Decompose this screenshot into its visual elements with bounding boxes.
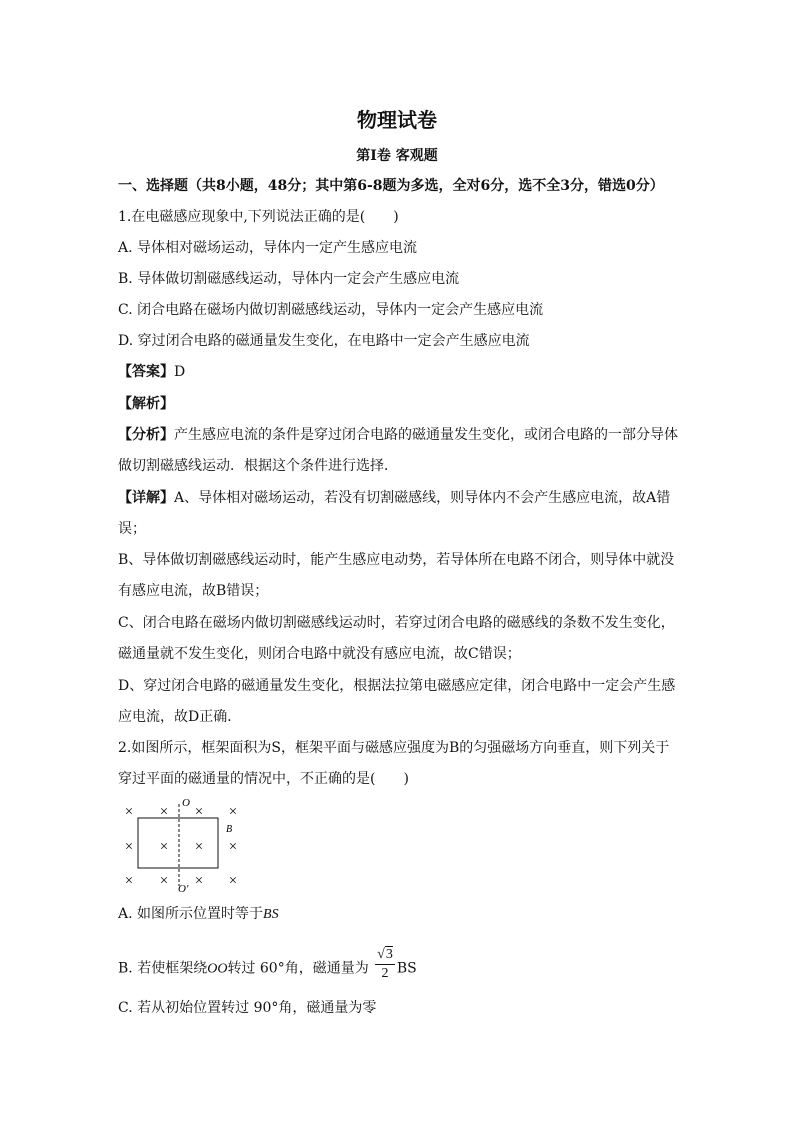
xiangjie-line-2: 误； (118, 521, 146, 537)
q2-option-b-axis: OO (207, 961, 228, 977)
q2-option-b-pre: B. 若使框架绕 (118, 960, 208, 977)
q2-option-c: C. 若从初始位置转过 90°角，磁通量为零 (118, 1000, 377, 1016)
field-cross: × (159, 839, 169, 855)
page-title: 物理试卷 (357, 108, 437, 132)
magnetic-field-figure (116, 794, 246, 894)
q1-option-d: D. 穿过闭合电路的磁通量发生变化，在电路中一定会产生感应电流 (118, 333, 530, 349)
q2-option-a-text: A. 如图所示位置时等于 (118, 906, 264, 922)
fraction-denominator: 2 (381, 966, 389, 981)
d-explain-2: 应电流，故D正确． (118, 709, 242, 725)
q1-option-a: A. 导体相对磁场运动，导体内一定产生感应电流 (118, 240, 418, 256)
section-heading: 一、选择题（共8小题，48分；其中第6-8题为多选，全对6分，选不全3分，错选0分） (118, 178, 664, 194)
c-explain-2: 磁通量就不发生变化，则闭合电路中就没有感应电流，故C错误； (118, 646, 521, 662)
q1-option-b: B. 导体做切割磁感线运动，导体内一定会产生感应电流 (118, 271, 460, 287)
xiangjie-line-1 (118, 488, 670, 508)
field-cross: × (228, 873, 238, 889)
analysis-label: 【解析】 (118, 396, 174, 412)
q1-option-c: C. 闭合电路在磁场内做切割磁感线运动，导体内一定会产生感应电流 (118, 302, 544, 318)
fraction (375, 946, 395, 983)
q1-stem: 1.在电磁感应现象中,下列说法正确的是( ) (118, 209, 399, 225)
q2-option-b (118, 947, 417, 981)
field-cross: × (228, 839, 238, 855)
frame-rectangle (138, 818, 218, 868)
field-cross: × (159, 873, 169, 889)
q2-option-a (118, 904, 279, 925)
b-explain-2: 有感应电流，故B错误； (118, 583, 269, 599)
q2-stem-2: 穿过平面的磁通量的情况中，不正确的是( ) (118, 771, 409, 787)
answer-value: D (174, 364, 186, 380)
fenxi-label: 【分析】 (118, 427, 174, 443)
field-cross: × (124, 839, 134, 855)
fraction-numerator (375, 946, 395, 965)
field-cross: × (194, 804, 204, 820)
page-subtitle: 第I卷 客观题 (356, 148, 438, 164)
field-label-b: B (226, 824, 233, 835)
axis-label-bottom: O′ (178, 883, 189, 894)
b-explain-1: B、导体做切割磁感线运动时，能产生感应电动势，若导体所在电路不闭合，则导体中就没 (118, 552, 675, 568)
sqrt-radicand: 3 (385, 947, 393, 962)
q2-option-b-mid: 转过 60°角，磁通量为 (227, 960, 369, 977)
q2-option-b-post: BS (396, 960, 417, 977)
axis-label-top: O (182, 797, 190, 809)
xiangjie-text-1: A、导体相对磁场运动，若没有切割磁感线，则导体内不会产生感应电流，故A错 (174, 490, 671, 506)
field-cross: × (228, 804, 238, 820)
c-explain-1: C、闭合电路在磁场内做切割磁感线运动时，若穿过闭合电路的磁感线的条数不发生变化， (118, 615, 675, 631)
field-cross: × (124, 873, 134, 889)
field-cross: × (124, 804, 134, 820)
sqrt-icon: √3 (377, 947, 393, 962)
q2-option-a-math: BS (263, 907, 279, 922)
q2-stem-1: 2.如图所示，框架面积为S，框架平面与磁感应强度为B的匀强磁场方向垂直，则下列关于 (118, 740, 670, 756)
answer-label: 【答案】 (118, 364, 174, 380)
field-cross: × (194, 873, 204, 889)
fenxi-text-1: 产生感应电流的条件是穿过闭合电路的磁通量发生变化，或闭合电路的一部分导体 (174, 427, 678, 443)
field-cross: × (194, 839, 204, 855)
xiangjie-label: 【详解】 (118, 490, 174, 506)
fenxi-line-1 (118, 425, 678, 445)
q1-answer (118, 362, 185, 382)
d-explain-1: D、穿过闭合电路的磁通量发生变化，根据法拉第电磁感应定律，闭合电路中一定会产生感 (118, 678, 676, 694)
fenxi-line-2: 做切割磁感线运动．根据这个条件进行选择． (118, 458, 398, 474)
field-cross: × (159, 804, 169, 820)
